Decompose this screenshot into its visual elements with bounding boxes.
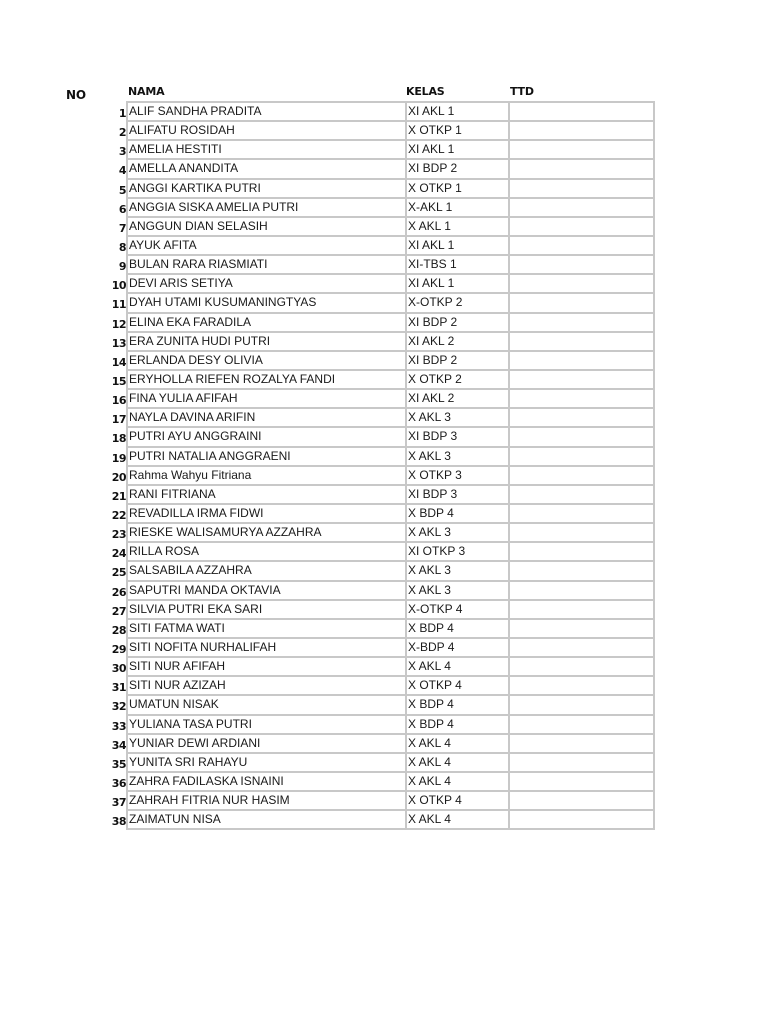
- cell-kelas: X AKL 4: [405, 773, 509, 792]
- table-row: [118, 256, 655, 275]
- cell-kelas: X OTKP 1: [405, 122, 509, 141]
- table-row: [111, 601, 655, 620]
- cell-nama: ANGGUN DIAN SELASIH: [126, 218, 406, 237]
- cell-ttd-signature[interactable]: [508, 467, 655, 486]
- row-number: 16: [111, 394, 126, 408]
- cell-nama: RILLA ROSA: [126, 543, 406, 562]
- cell-nama: PUTRI NATALIA ANGGRAENI: [126, 448, 406, 467]
- row-number: 12: [111, 317, 126, 331]
- table-row: [111, 811, 655, 830]
- cell-nama: AMELIA HESTITI: [126, 141, 406, 160]
- table-row: [111, 716, 655, 735]
- table-row: [118, 160, 655, 179]
- cell-nama: SITI FATMA WATI: [126, 620, 406, 639]
- table-row: [111, 696, 655, 715]
- row-number: 10: [111, 279, 126, 293]
- column-header-no: NO: [66, 88, 86, 102]
- cell-ttd-signature[interactable]: [508, 409, 655, 428]
- cell-ttd-signature[interactable]: [508, 371, 655, 390]
- cell-nama: SALSABILA AZZAHRA: [126, 562, 406, 581]
- cell-ttd-signature[interactable]: [508, 199, 655, 218]
- cell-ttd-signature[interactable]: [508, 677, 655, 696]
- cell-ttd-signature[interactable]: [508, 448, 655, 467]
- cell-ttd-signature[interactable]: [508, 754, 655, 773]
- row-number: 23: [111, 528, 126, 542]
- cell-kelas: X AKL 4: [405, 658, 509, 677]
- row-number: 4: [118, 164, 126, 178]
- table-row: [111, 505, 655, 524]
- row-number: 17: [111, 413, 126, 427]
- cell-kelas: X AKL 1: [405, 218, 509, 237]
- cell-ttd-signature[interactable]: [508, 428, 655, 447]
- cell-kelas: XI BDP 3: [405, 486, 509, 505]
- cell-kelas: X AKL 3: [405, 448, 509, 467]
- table-row: [111, 448, 655, 467]
- cell-nama: PUTRI AYU ANGGRAINI: [126, 428, 406, 447]
- cell-nama: DYAH UTAMI KUSUMANINGTYAS: [126, 294, 406, 313]
- cell-nama: NAYLA DAVINA ARIFIN: [126, 409, 406, 428]
- row-number: 38: [111, 815, 126, 829]
- table-row: [111, 582, 655, 601]
- cell-kelas: X OTKP 4: [405, 792, 509, 811]
- cell-kelas: X-OTKP 2: [405, 294, 509, 313]
- cell-kelas: X AKL 4: [405, 735, 509, 754]
- cell-ttd-signature[interactable]: [508, 639, 655, 658]
- cell-kelas: XI-TBS 1: [405, 256, 509, 275]
- cell-kelas: X OTKP 1: [405, 180, 509, 199]
- row-number: 32: [111, 700, 126, 714]
- cell-ttd-signature[interactable]: [508, 792, 655, 811]
- cell-nama: AMELLA ANANDITA: [126, 160, 406, 179]
- table-row: [111, 486, 655, 505]
- row-number: 29: [111, 642, 126, 656]
- cell-nama: RIESKE WALISAMURYA AZZAHRA: [126, 524, 406, 543]
- cell-kelas: XI AKL 2: [405, 333, 509, 352]
- cell-kelas: X AKL 3: [405, 582, 509, 601]
- row-number: 7: [118, 221, 126, 235]
- table-row: [118, 237, 655, 256]
- cell-ttd-signature[interactable]: [508, 562, 655, 581]
- row-number: 20: [111, 470, 126, 484]
- cell-kelas: X OTKP 4: [405, 677, 509, 696]
- cell-kelas: X OTKP 2: [405, 371, 509, 390]
- cell-nama: ZAHRAH FITRIA NUR HASIM: [126, 792, 406, 811]
- table-row: [118, 103, 655, 122]
- cell-kelas: X AKL 3: [405, 562, 509, 581]
- cell-nama: REVADILLA IRMA FIDWI: [126, 505, 406, 524]
- table-row: [111, 639, 655, 658]
- cell-kelas: XI BDP 3: [405, 428, 509, 447]
- table-row: [111, 467, 655, 486]
- cell-kelas: X BDP 4: [405, 716, 509, 735]
- cell-nama: YUNIAR DEWI ARDIANI: [126, 735, 406, 754]
- row-number: 36: [111, 776, 126, 790]
- cell-ttd-signature[interactable]: [508, 237, 655, 256]
- cell-nama: ELINA EKA FARADILA: [126, 314, 406, 333]
- table-row: [111, 735, 655, 754]
- cell-kelas: XI BDP 2: [405, 160, 509, 179]
- cell-ttd-signature[interactable]: [508, 256, 655, 275]
- table-row: [111, 428, 655, 447]
- column-header-kelas: KELAS: [406, 85, 445, 98]
- row-number: 5: [118, 183, 126, 197]
- table-row: [118, 122, 655, 141]
- cell-kelas: X AKL 4: [405, 754, 509, 773]
- cell-nama: Rahma Wahyu Fitriana: [126, 467, 406, 486]
- row-number: 15: [111, 374, 126, 388]
- cell-ttd-signature[interactable]: [508, 601, 655, 620]
- row-number: 25: [111, 566, 126, 580]
- cell-ttd-signature[interactable]: [508, 352, 655, 371]
- cell-kelas: X AKL 3: [405, 524, 509, 543]
- row-number: 33: [111, 719, 126, 733]
- row-number: 21: [111, 489, 126, 503]
- cell-ttd-signature[interactable]: [508, 524, 655, 543]
- table-row: [118, 199, 655, 218]
- cell-nama: ALIF SANDHA PRADITA: [126, 103, 406, 122]
- row-number: 22: [111, 508, 126, 522]
- cell-kelas: XI BDP 2: [405, 352, 509, 371]
- cell-ttd-signature[interactable]: [508, 543, 655, 562]
- cell-ttd-signature[interactable]: [508, 582, 655, 601]
- table-row: [111, 543, 655, 562]
- cell-ttd-signature[interactable]: [508, 103, 655, 122]
- cell-kelas: XI BDP 2: [405, 314, 509, 333]
- cell-ttd-signature[interactable]: [508, 122, 655, 141]
- cell-nama: ANGGI KARTIKA PUTRI: [126, 180, 406, 199]
- cell-kelas: X AKL 3: [405, 409, 509, 428]
- cell-ttd-signature[interactable]: [508, 620, 655, 639]
- cell-ttd-signature[interactable]: [508, 390, 655, 409]
- row-number: 35: [111, 757, 126, 771]
- cell-nama: AYUK AFITA: [126, 237, 406, 256]
- table-row: [118, 141, 655, 160]
- cell-nama: ERA ZUNITA HUDI PUTRI: [126, 333, 406, 352]
- row-number: 11: [111, 298, 126, 312]
- cell-nama: YULIANA TASA PUTRI: [126, 716, 406, 735]
- row-number: 2: [118, 126, 126, 140]
- cell-ttd-signature[interactable]: [508, 773, 655, 792]
- cell-ttd-signature[interactable]: [508, 658, 655, 677]
- table-row: [111, 409, 655, 428]
- row-number: 1: [118, 107, 126, 120]
- cell-kelas: X-BDP 4: [405, 639, 509, 658]
- cell-ttd-signature[interactable]: [508, 505, 655, 524]
- row-number: 13: [111, 336, 126, 350]
- row-number: 14: [111, 355, 126, 369]
- table-row: [111, 314, 655, 333]
- cell-nama: SITI NOFITA NURHALIFAH: [126, 639, 406, 658]
- cell-ttd-signature[interactable]: [508, 735, 655, 754]
- row-number: 27: [111, 604, 126, 618]
- table-row: [111, 390, 655, 409]
- cell-kelas: X BDP 4: [405, 505, 509, 524]
- cell-kelas: X BDP 4: [405, 696, 509, 715]
- cell-ttd-signature[interactable]: [508, 333, 655, 352]
- table-row: [111, 677, 655, 696]
- row-number: 6: [118, 202, 126, 216]
- cell-ttd-signature[interactable]: [508, 696, 655, 715]
- cell-nama: ERLANDA DESY OLIVIA: [126, 352, 406, 371]
- row-number: 19: [111, 451, 126, 465]
- table-row: [111, 562, 655, 581]
- table-row: [111, 773, 655, 792]
- cell-ttd-signature[interactable]: [508, 294, 655, 313]
- cell-kelas: XI AKL 1: [405, 103, 509, 122]
- cell-ttd-signature[interactable]: [508, 811, 655, 830]
- row-number: 34: [111, 738, 126, 752]
- cell-nama: SAPUTRI MANDA OKTAVIA: [126, 582, 406, 601]
- table-row: [111, 754, 655, 773]
- cell-ttd-signature[interactable]: [508, 160, 655, 179]
- table-row: [111, 275, 655, 294]
- cell-nama: SITI NUR AFIFAH: [126, 658, 406, 677]
- table-row: [111, 352, 655, 371]
- cell-nama: BULAN RARA RIASMIATI: [126, 256, 406, 275]
- cell-kelas: XI AKL 2: [405, 390, 509, 409]
- cell-nama: ZAIMATUN NISA: [126, 811, 406, 830]
- cell-nama: YUNITA SRI RAHAYU: [126, 754, 406, 773]
- table-row: [111, 620, 655, 639]
- cell-ttd-signature[interactable]: [508, 314, 655, 333]
- row-number: 3: [118, 145, 126, 159]
- table-row: [111, 371, 655, 390]
- cell-nama: SITI NUR AZIZAH: [126, 677, 406, 696]
- cell-nama: FINA YULIA AFIFAH: [126, 390, 406, 409]
- cell-kelas: X-OTKP 4: [405, 601, 509, 620]
- cell-ttd-signature[interactable]: [508, 716, 655, 735]
- cell-kelas: X OTKP 3: [405, 467, 509, 486]
- row-number: 28: [111, 623, 126, 637]
- row-number: 31: [111, 681, 126, 695]
- cell-kelas: XI AKL 1: [405, 237, 509, 256]
- table-row: [111, 658, 655, 677]
- table-row: [111, 294, 655, 313]
- cell-nama: ZAHRA FADILASKA ISNAINI: [126, 773, 406, 792]
- column-header-ttd: TTD: [510, 85, 534, 98]
- cell-kelas: X AKL 4: [405, 811, 509, 830]
- row-number: 18: [111, 432, 126, 446]
- cell-kelas: XI AKL 1: [405, 141, 509, 160]
- cell-kelas: X BDP 4: [405, 620, 509, 639]
- row-number: 30: [111, 662, 126, 676]
- row-number: 37: [111, 796, 126, 810]
- row-number: 9: [118, 260, 126, 274]
- cell-ttd-signature[interactable]: [508, 180, 655, 199]
- cell-nama: ALIFATU ROSIDAH: [126, 122, 406, 141]
- cell-ttd-signature[interactable]: [508, 275, 655, 294]
- row-number: 24: [111, 547, 126, 561]
- cell-nama: UMATUN NISAK: [126, 696, 406, 715]
- row-number: 26: [111, 585, 126, 599]
- cell-kelas: X-AKL 1: [405, 199, 509, 218]
- table-row: [118, 218, 655, 237]
- cell-ttd-signature[interactable]: [508, 141, 655, 160]
- attendance-table: [111, 101, 655, 830]
- table-row: [111, 792, 655, 811]
- cell-nama: SILVIA PUTRI EKA SARI: [126, 601, 406, 620]
- table-row: [111, 524, 655, 543]
- table-row: [118, 180, 655, 199]
- cell-nama: DEVI ARIS SETIYA: [126, 275, 406, 294]
- cell-kelas: XI OTKP 3: [405, 543, 509, 562]
- cell-kelas: XI AKL 1: [405, 275, 509, 294]
- cell-nama: ERYHOLLA RIEFEN ROZALYA FANDI: [126, 371, 406, 390]
- table-row: [111, 333, 655, 352]
- cell-ttd-signature[interactable]: [508, 486, 655, 505]
- row-number: 8: [118, 240, 126, 254]
- cell-nama: RANI FITRIANA: [126, 486, 406, 505]
- column-header-nama: NAMA: [128, 85, 165, 98]
- cell-ttd-signature[interactable]: [508, 218, 655, 237]
- cell-nama: ANGGIA SISKA AMELIA PUTRI: [126, 199, 406, 218]
